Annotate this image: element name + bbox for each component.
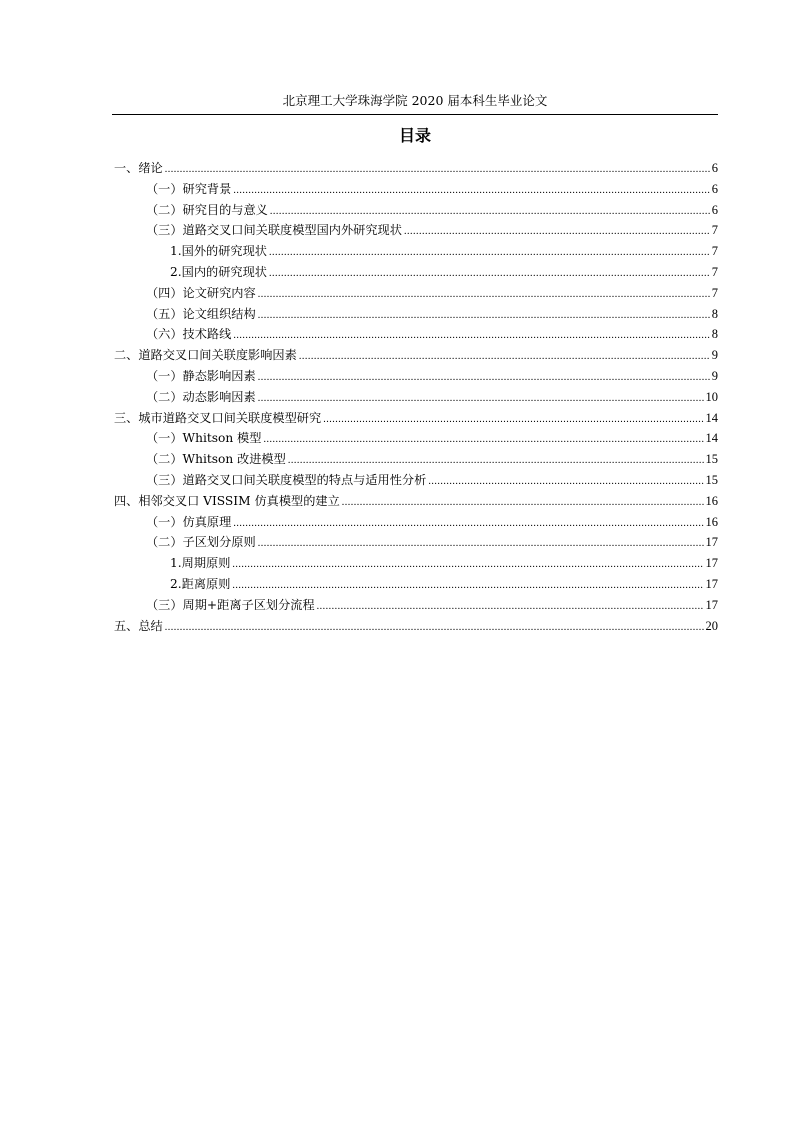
toc-entry-page-number: 17 [705,576,718,591]
toc-list [114,158,718,636]
toc-entry-text: （一）Whitson 模型 [146,431,262,446]
toc-entry-text: 2.国内的研究现状 [170,264,267,279]
toc-entry-text: （一）研究背景 [146,181,232,196]
toc-entry[interactable] [114,616,718,637]
toc-entry-page-number: 7 [711,244,718,259]
toc-entry-text: （三）周期+距离子区划分流程 [146,597,315,612]
toc-entry[interactable] [114,532,718,553]
toc-entry-page-number: 17 [705,597,718,612]
toc-dot-leader [232,576,703,597]
toc-dot-leader [317,597,704,618]
toc-entry-text: （五）论文组织结构 [146,306,256,321]
toc-entry[interactable] [114,553,718,574]
toc-entry-text: 二、道路交叉口间关联度影响因素 [114,348,297,363]
toc-entry[interactable] [114,366,718,387]
toc-entry[interactable] [114,158,718,179]
toc-entry[interactable] [114,220,718,241]
toc-entry[interactable] [114,595,718,616]
toc-dot-leader [323,410,703,431]
toc-entry[interactable] [114,200,718,221]
toc-entry-text: （一）静态影响因素 [146,368,256,383]
toc-entry-page-number: 6 [711,202,718,217]
toc-entry-page-number: 7 [711,285,718,300]
toc-entry-page-number: 6 [711,161,718,175]
toc-entry[interactable] [114,574,718,595]
toc-entry[interactable] [114,324,718,345]
toc-entry[interactable] [114,262,718,283]
toc-dot-leader [299,347,710,368]
toc-dot-leader [232,555,703,576]
toc-dot-leader [258,306,710,327]
toc-entry-text: （二）子区划分原则 [146,535,256,550]
toc-entry-page-number: 8 [711,327,718,342]
toc-entry-page-number: 16 [705,493,718,508]
toc-entry-page-number: 9 [711,368,718,383]
toc-entry[interactable] [114,241,718,262]
toc-entry-page-number: 16 [705,514,718,529]
toc-entry-text: （三）道路交叉口间关联度模型国内外研究现状 [146,223,402,238]
toc-dot-leader [233,514,703,535]
toc-dot-leader [258,534,704,555]
toc-entry[interactable] [114,470,718,491]
toc-entry-page-number: 15 [705,472,718,487]
header-rule [112,114,718,115]
toc-entry-page-number: 17 [705,535,718,550]
toc-dot-leader [165,618,704,639]
toc-entry-page-number: 14 [705,410,718,425]
toc-entry[interactable] [114,512,718,533]
toc-entry-text: 四、相邻交叉口 VISSIM 仿真模型的建立 [114,493,340,508]
toc-entry[interactable] [114,179,718,200]
toc-dot-leader [269,243,710,264]
toc-dot-leader [258,368,710,389]
toc-entry-text: 三、城市道路交叉口间关联度模型研究 [114,410,322,425]
toc-entry-page-number: 20 [705,618,718,633]
toc-entry[interactable] [114,408,718,429]
toc-dot-leader [258,285,710,306]
toc-entry-text: 五、总结 [114,618,163,633]
toc-dot-leader [342,493,704,514]
toc-dot-leader [165,160,710,181]
toc-entry-text: （六）技术路线 [146,327,232,342]
toc-entry[interactable] [114,491,718,512]
toc-entry[interactable] [114,283,718,304]
toc-dot-leader [270,202,710,223]
toc-dot-leader [233,181,709,202]
toc-title: 目录 [398,126,431,145]
toc-entry-text: 一、绪论 [114,161,163,175]
toc-entry-page-number: 7 [711,264,718,279]
toc-entry-text: 2.距离原则 [170,576,231,591]
toc-dot-leader [263,430,703,451]
toc-entry-page-number: 10 [705,389,718,404]
toc-dot-leader [404,222,710,243]
toc-dot-leader [233,326,709,347]
toc-entry[interactable] [114,345,718,366]
toc-dot-leader [288,451,704,472]
toc-entry-page-number: 17 [705,556,718,571]
toc-entry-page-number: 6 [711,181,718,196]
toc-entry-page-number: 8 [711,306,718,321]
toc-entry-text: （二）Whitson 改进模型 [146,452,286,467]
toc-dot-leader [258,389,704,410]
toc-entry-text: 1.周期原则 [170,556,231,571]
toc-dot-leader [428,472,703,493]
toc-entry[interactable] [114,304,718,325]
toc-dot-leader [269,264,710,285]
running-header: 北京理工大学珠海学院 2020 届本科生毕业论文 [282,93,548,108]
toc-entry-text: （一）仿真原理 [146,514,232,529]
toc-entry-text: （三）道路交叉口间关联度模型的特点与适用性分析 [146,472,427,487]
toc-entry[interactable] [114,449,718,470]
toc-entry-page-number: 15 [705,452,718,467]
toc-entry-text: （二）动态影响因素 [146,389,256,404]
toc-entry-text: （四）论文研究内容 [146,285,256,300]
toc-entry[interactable] [114,387,718,408]
toc-entry[interactable] [114,428,718,449]
toc-entry-text: （二）研究目的与意义 [146,202,268,217]
toc-entry-page-number: 9 [711,348,718,363]
toc-entry-page-number: 14 [705,431,718,446]
toc-entry-text: 1.国外的研究现状 [170,244,267,259]
toc-entry-page-number: 7 [711,223,718,238]
